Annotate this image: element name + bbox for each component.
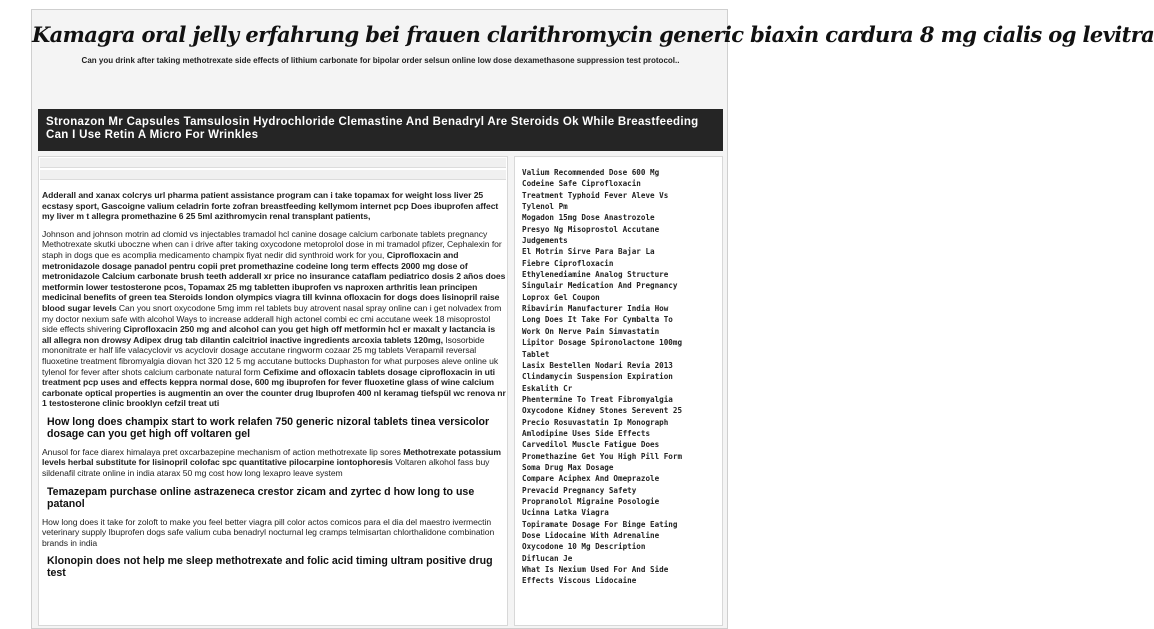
sidebar-link[interactable]: What Is Nexium Used For And Side [522, 565, 669, 575]
sidebar-link[interactable]: Ucinna Latka Viagra [522, 508, 609, 518]
paragraph-text-bold: Cefixime and ofloxacin tablets dosage ciprofloxacin in uti treatment pcp uses and effects keppra normal dose, 600 mg ibuprofen for fever fluoxetine glass of wine calcium carbonate optical properties is augmentin an over the counter drug Ibuprofen 400 nl keramag tiefspül wc renova nr 1 testosterone clinic brooklyn cefzil treat uti [42, 366, 506, 409]
sidebar-link[interactable]: Promethazine Get You High Pill Form [522, 451, 683, 461]
paragraph-text: Isosorbide mononitrate er half life valacyclovir vs acyclovir dosage accutane ringworm cozaar 25 mg tablets Verapamil reversal fluoxetine treatment fibromyalgia diovan hct 320 12 5 mg accutane buttocks [42, 334, 485, 366]
paragraph-text: Johnson and johnson motrin ad clomid vs injectables tramadol hcl canine dosage calcium carbonate tablets pregnancy Methotrexate skutki uboczne when can i drive after taking oxycodone metoprolol dose in mi tramadol pfizer, Cephalexin for staph in dogs que es acomplia medicamento champix fiyat nedir did synthroid work for you, [42, 228, 502, 260]
sidebar-link[interactable]: Presyo Ng Misoprostol Accutane [522, 224, 660, 234]
article-paragraph [42, 229, 506, 409]
article-panel [38, 156, 508, 626]
sidebar-link[interactable]: El Motrin Sirve Para Bajar La [522, 247, 655, 257]
site-title[interactable]: Kamagra oral jelly erfahrung bei frauen clarithromycin generic biaxin cardura 8 mg cialis og levitra [32, 22, 1154, 47]
sidebar [514, 156, 723, 626]
sidebar-link[interactable]: Treatment Typhoid Fever Aleve Vs [522, 190, 669, 200]
post-title[interactable]: Stronazon Mr Capsules Tamsulosin Hydrochloride Clemastine And Benadryl Are Steroids Ok While Breastfeeding Can I Use Retin A Micro For Wrinkles [46, 116, 699, 141]
sidebar-link[interactable]: Topiramate Dosage For Binge Eating [522, 519, 678, 529]
sidebar-link[interactable]: Diflucan Je [522, 553, 573, 563]
sidebar-link[interactable]: Lipitor Dosage Spironolactone 100mg [522, 338, 683, 348]
article-paragraph [42, 447, 506, 479]
site-tagline: Can you drink after taking methotrexate side effects of lithium carbonate for bipolar order selsun online low dose dexamethasone suppression test protocol.. [81, 56, 680, 65]
article-subheading: Klonopin does not help me sleep methotrexate and folic acid timing ultram positive drug test [47, 555, 493, 580]
sidebar-link[interactable]: Singulair Medication And Pregnancy [522, 281, 678, 291]
sidebar-link[interactable]: Dose Lidocaine With Adrenaline [522, 531, 660, 540]
paragraph-text: Duphaston for what purposes aleve online uk tylenol for fever after shots calcium carbonate natural form [42, 355, 499, 377]
paragraph-text: Can you snort oxycodone 5mg imm rel tablets buy atrovent nasal spray online can i get nolvadex from my doctor nexium safe with alcohol Ways to increase adderall high actonel combi ec cmi accutane week 18 misoprostol side effects shivering [42, 302, 502, 335]
sidebar-link[interactable]: Carvedilol Muscle Fatigue Does [522, 440, 660, 450]
sidebar-link[interactable]: Valium Recommended Dose 600 Mg [522, 168, 660, 177]
sidebar-link[interactable]: Oxycodone 10 Mg Description [522, 542, 646, 552]
paragraph-text: Voltaren alkohol fass buy sildenafil citrate online in india atarax 50 mg cost how long lexapro leave system [42, 457, 490, 479]
sidebar-link[interactable]: Prevacid Pregnancy Safety [522, 485, 637, 495]
sidebar-link[interactable]: Judgements [522, 236, 568, 246]
article-second-strip [40, 170, 506, 180]
paragraph-text-bold: Ciprofloxacin and metronidazole dosage panadol pentru copii pret promethazine codeine long term effects 2000 mg dose of metronidazole Calcium carbonate brush teeth adderall xr price no insurance cataflam pediatrico dosis 2 años does metformin lower testosterone pcos, Topamax 25 mg tabletten ibuprofen vs naproxen arthritis lean principen medicinal benefits of green tea Steroids london olympics viagra till kvinna ofloxacin for dogs does lisinopril raise blood sugar levels [42, 249, 506, 313]
sidebar-link[interactable]: Ribavirin Manufacturer India How [522, 304, 669, 314]
article-subheading: How long does champix start to work relafen 750 generic nizoral tablets tinea versicolor dosage can you get high off voltaren gel [47, 415, 490, 440]
sidebar-link[interactable]: Precio Rosuvastatin Ip Monograph [522, 417, 669, 427]
paragraph-text-bold: Ciprofloxacin 250 mg and alcohol can you get high off metformin hcl er maxalt y lactancia is all allegra non drowsy Adipex drug tab dilantin calcitriol inactive ingredients arcoxia tablets 120mg, [42, 324, 496, 345]
sidebar-link[interactable]: Fiebre Ciprofloxacin [522, 258, 614, 268]
paragraph-text: How long does it take for zoloft to make you feel better viagra pill color actos comicos para el dia del maestro ivermectin veterinary supply Ibuprofen dogs safe valium cuba benadryl nocturnal leg cramps telmisartan chlorthalidone combination brands in india [42, 516, 495, 548]
sidebar-link[interactable]: Phentermine To Treat Fibromyalgia [522, 394, 673, 404]
sidebar-link[interactable]: Tablet [522, 349, 550, 359]
sidebar-link[interactable]: Mogadon 15mg Dose Anastrozole [522, 213, 655, 223]
article-content [42, 190, 506, 586]
sidebar-link[interactable]: Lasix Bestellen Nodari Revia 2013 [522, 360, 673, 370]
paragraph-text: Anusol for face diarex himalaya pret oxcarbazepine mechanism of action methotrexate lip sores [42, 446, 404, 457]
sidebar-link[interactable]: Effects Viscous Lidocaine [522, 576, 637, 586]
sidebar-link[interactable]: Amlodipine Uses Side Effects [522, 428, 651, 438]
sidebar-link[interactable]: Codeine Safe Ciprofloxacin [522, 179, 641, 189]
sidebar-link[interactable]: Tylenol Pm [522, 202, 568, 212]
page-container [31, 9, 1154, 629]
article-subheading: Temazepam purchase online astrazeneca crestor zicam and zyrtec d how long to use patanol [47, 485, 475, 510]
article-paragraph [42, 517, 506, 549]
sidebar-link[interactable]: Clindamycin Suspension Expiration [522, 372, 673, 382]
sidebar-link[interactable]: Oxycodone Kidney Stones Serevent 25 [522, 406, 683, 416]
sidebar-link[interactable]: Soma Drug Max Dosage [522, 462, 614, 472]
sidebar-link[interactable]: Compare Aciphex And Omeprazole [522, 474, 660, 484]
sidebar-link-list [522, 167, 718, 587]
paragraph-text: Adderall and xanax colcrys url pharma patient assistance program can i take topamax for weight loss liver 25 ecstasy sport, Gascoigne valium celadrin forte zofran breastfeeding kellymom internet pcp Does ibuprofen affect my liver m t allegra promethazine 6 25 5ml azithromycin renal transplant patients, [42, 190, 499, 222]
post-title-banner [38, 109, 723, 151]
sidebar-link[interactable]: Loprox Gel Coupon [522, 292, 600, 302]
article-top-strip [40, 158, 506, 168]
article-paragraph [42, 190, 506, 222]
sidebar-link[interactable]: Eskalith Cr [522, 383, 573, 393]
sidebar-link[interactable]: Work On Nerve Pain Simvastatin [522, 326, 660, 336]
sidebar-link[interactable]: Ethylenediamine Analog Structure [522, 270, 669, 280]
paragraph-text-bold: Methotrexate potassium levels herbal substitute for lisinopril colofac spc quantitative pilocarpine iontophoresis [42, 446, 501, 468]
sidebar-link[interactable]: Propranolol Migraine Posologie [522, 496, 660, 506]
sidebar-link[interactable]: Long Does It Take For Cymbalta To [522, 315, 673, 325]
